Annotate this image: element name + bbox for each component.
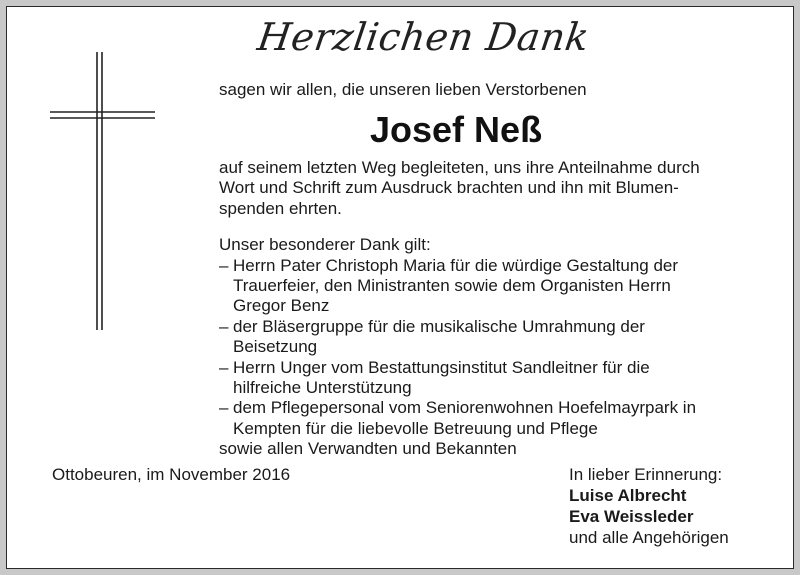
thanks-line: der Bläsergruppe für die musikalische Umrahmung der xyxy=(233,316,645,336)
body-line: auf seinem letzten Weg begleiteten, uns ihre Anteilnahme durch xyxy=(219,158,700,177)
signature-name: Eva Weissleder xyxy=(569,507,694,526)
thanks-line: dem Pflegepersonal vom Seniorenwohnen Hoefelmayrpark in xyxy=(233,398,697,418)
place-date: Ottobeuren, im November 2016 xyxy=(52,465,291,484)
deceased-name: Josef Neß xyxy=(370,109,543,150)
body-text xyxy=(219,158,784,460)
dash-marker: – xyxy=(219,255,229,275)
closing-text: sowie allen Verwandten und Bekannten xyxy=(219,439,517,459)
signature-intro: In lieber Erinnerung: xyxy=(569,465,723,484)
intro-text: sagen wir allen, die unseren lieben Verstorbenen xyxy=(219,80,587,99)
body-line: Wort und Schrift zum Ausdruck brachten und ihn mit Blumen- xyxy=(219,178,679,198)
dash-marker: – xyxy=(219,316,229,336)
dash-marker: – xyxy=(219,398,229,418)
body-line: spenden ehrten. xyxy=(219,198,342,218)
signature-name: Luise Albrecht xyxy=(569,486,687,505)
thanks-line: hilfreiche Unterstützung xyxy=(233,378,412,398)
signature-outro: und alle Angehörigen xyxy=(569,528,729,547)
thanks-line: Kempten für die liebevolle Betreuung und Pflege xyxy=(233,418,598,438)
thanks-list xyxy=(219,256,784,440)
signature-block xyxy=(569,464,729,548)
thanks-item xyxy=(219,358,784,399)
thanks-line: Gregor Benz xyxy=(233,296,330,316)
dash-marker: – xyxy=(219,357,229,377)
thanks-item xyxy=(219,317,784,358)
thanks-intro: Unser besonderer Dank gilt: xyxy=(219,235,431,255)
thanks-line: Beisetzung xyxy=(233,337,318,357)
latin-cross-icon xyxy=(40,40,170,340)
thanks-item xyxy=(219,398,784,439)
thanks-line: Herrn Unger vom Bestattungsinstitut Sandleitner für die xyxy=(233,357,650,377)
thanks-line: Trauerfeier, den Ministranten sowie dem Organisten Herrn xyxy=(233,276,671,296)
heading-script: Herzlichen Dank xyxy=(254,15,593,59)
thanks-line: Herrn Pater Christoph Maria für die würdige Gestaltung der xyxy=(233,255,679,275)
thanks-item xyxy=(219,256,784,317)
